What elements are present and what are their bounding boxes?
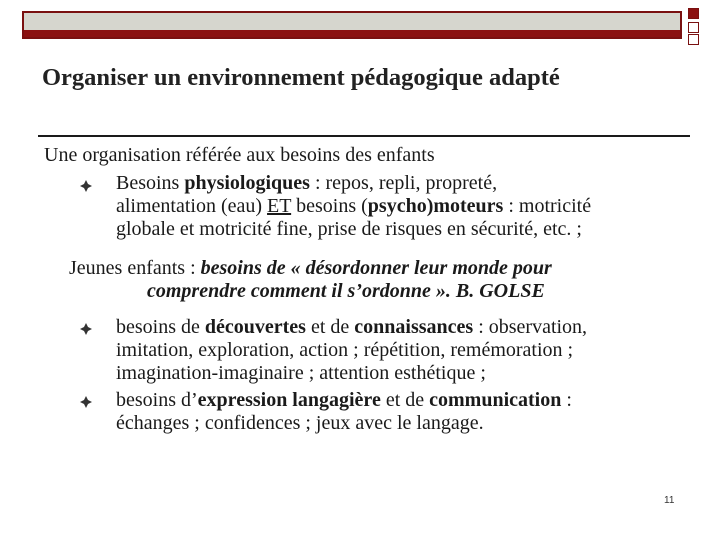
page-number: 11 xyxy=(664,495,675,506)
bullet-decouvertes-line1: besoins de découvertes et de connaissances : observation, xyxy=(116,316,588,338)
bullet-physiologiques-line2: alimentation (eau) ET besoins (psycho)moteurs : motricité xyxy=(116,195,592,217)
corner-square-filled xyxy=(688,8,699,19)
diamond-bullet-icon xyxy=(80,180,92,192)
bullet-decouvertes-line3: imagination-imaginaire ; attention esthétique ; xyxy=(116,362,486,384)
section-heading-jeunes-enfants-line1: Jeunes enfants : besoins de « désordonner leur monde pour xyxy=(69,257,552,279)
bullet-physiologiques-line1: Besoins physiologiques : repos, repli, propreté, xyxy=(116,172,498,194)
corner-square-outline-1 xyxy=(688,22,699,33)
diamond-bullet-icon xyxy=(80,396,92,408)
section-heading-organisation: Une organisation référée aux besoins des enfants xyxy=(44,144,435,166)
slide-title: Organiser un environnement pédagogique adapté xyxy=(42,64,560,91)
corner-square-outline-2 xyxy=(688,34,699,45)
bullet-expression-line1: besoins d’expression langagière et de communication : xyxy=(116,389,572,411)
bullet-physiologiques-line3: globale et motricité fine, prise de risques en sécurité, etc. ; xyxy=(116,218,582,240)
diamond-bullet-icon xyxy=(80,323,92,335)
bullet-expression-line2: échanges ; confidences ; jeux avec le langage. xyxy=(116,412,484,434)
bullet-decouvertes-line2: imitation, exploration, action ; répétition, remémoration ; xyxy=(116,339,574,361)
header-bar-stripe xyxy=(24,30,680,37)
title-divider xyxy=(38,135,690,137)
section-heading-jeunes-enfants-line2: comprendre comment il s’ordonne ». B. GOLSE xyxy=(147,280,545,302)
header-bar xyxy=(22,11,682,39)
